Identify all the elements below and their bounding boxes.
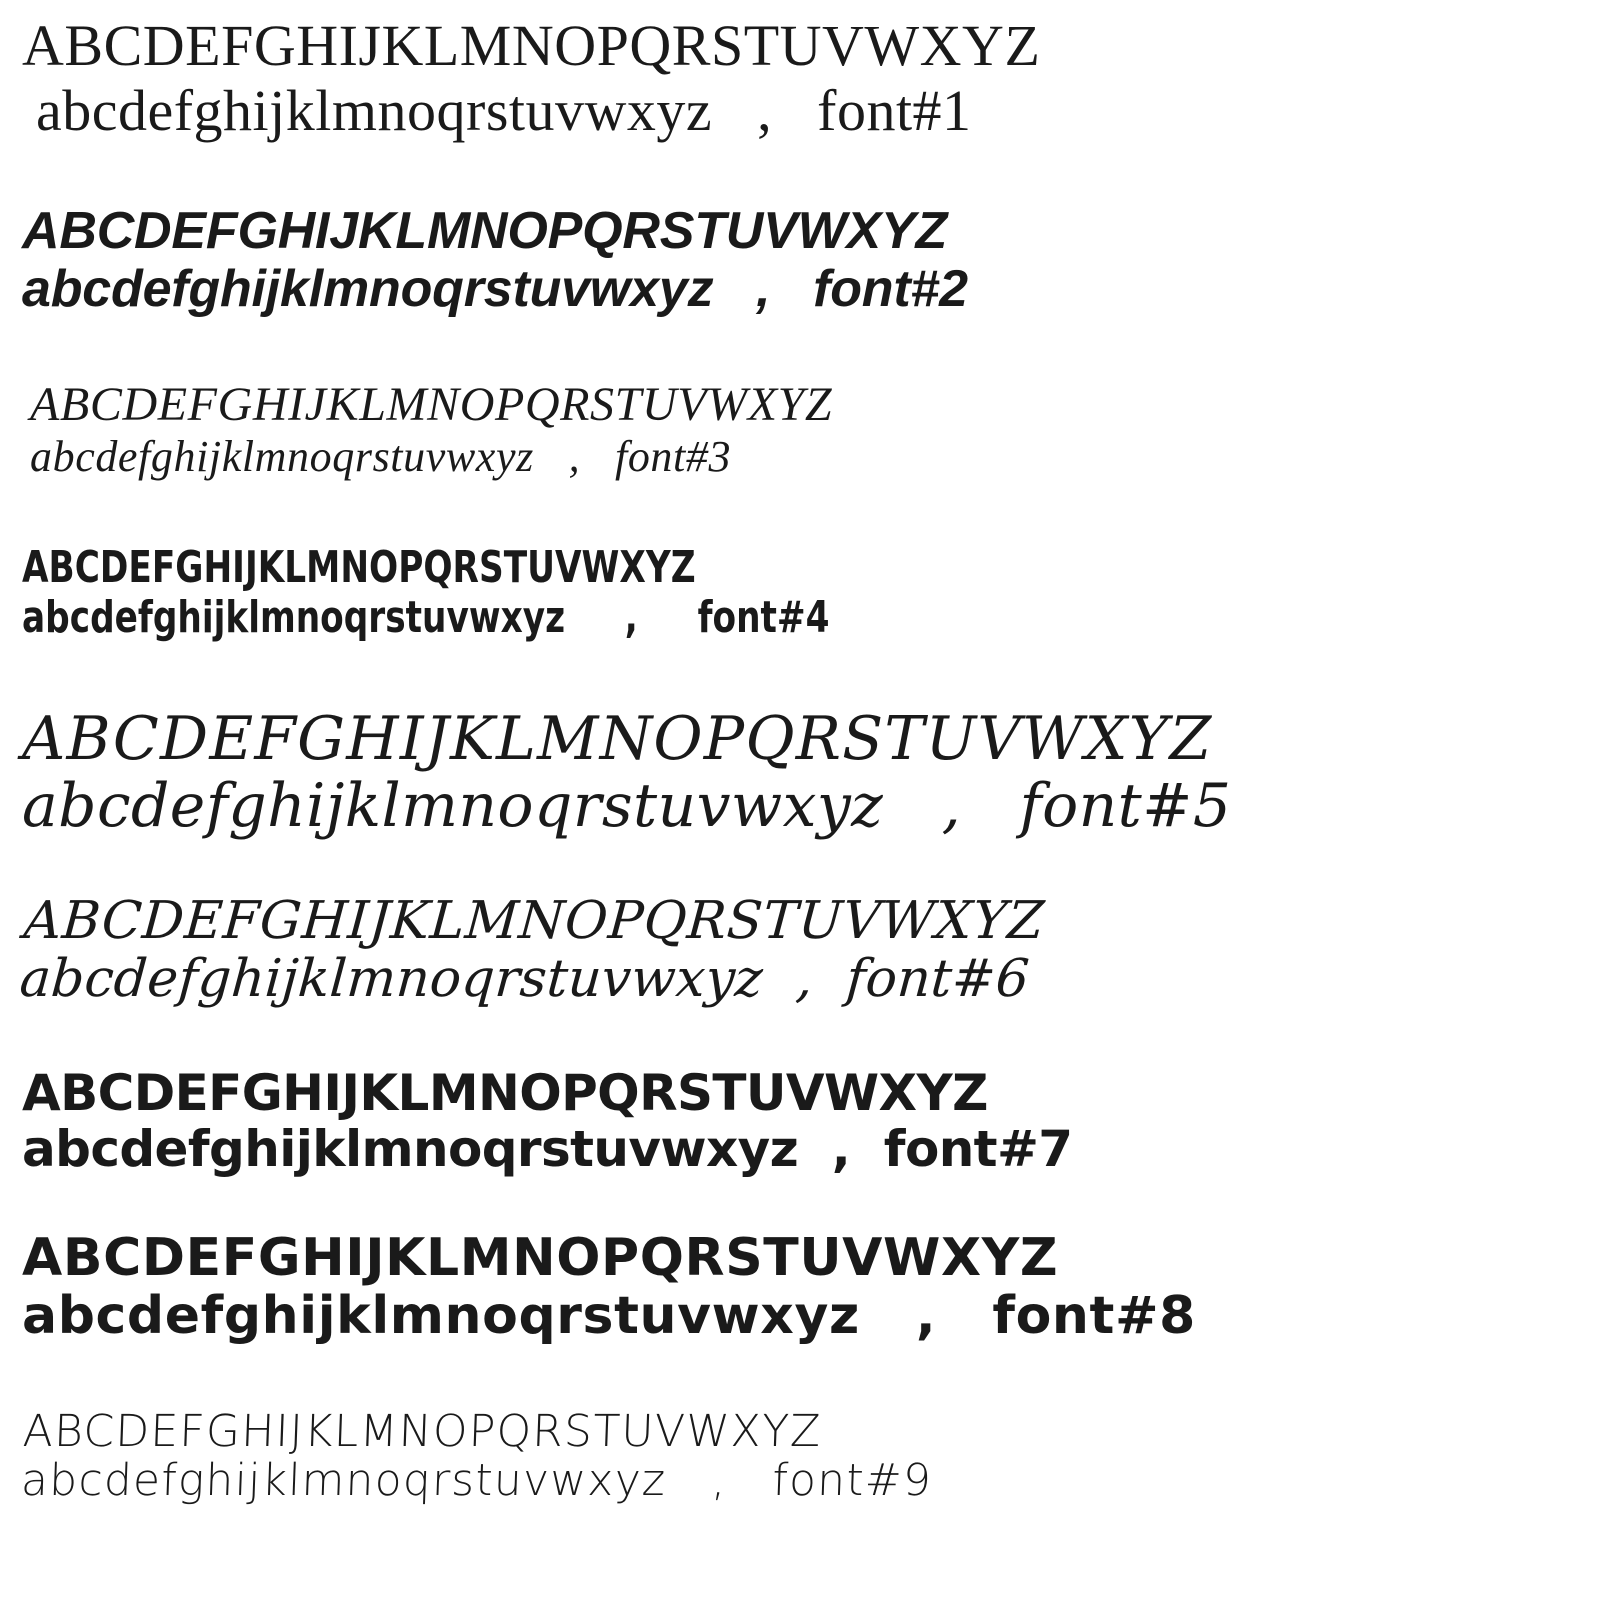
uppercase-alphabet-line: ABCDEFGHIJKLMNOPQRSTUVWXYZ: [22, 542, 696, 594]
lowercase-alphabet-line: abcdefghijklmnoqrstuvwxyz , font#6: [17, 949, 1032, 1010]
lowercase-alphabet-line: abcdefghijklmnoqrstuvwxyz , font#2: [22, 260, 968, 319]
font-specimen-2: [22, 202, 1570, 318]
font-specimen-7: [22, 1065, 1570, 1177]
font-specimen-1: [22, 14, 1570, 144]
uppercase-alphabet-line: ABCDEFGHIJKLMNOPQRSTUVWXYZ: [22, 1063, 988, 1122]
lowercase-alphabet-line: abcdefghijklmnoqrstuvwxyz , font#8: [22, 1286, 1196, 1346]
lowercase-alphabet-line: abcdefghijklmnoqrstuvwxyz , font#4: [22, 591, 830, 643]
uppercase-alphabet-line: ABCDEFGHIJKLMNOPQRSTUVWXYZ: [22, 201, 948, 260]
font-specimen-4: [22, 543, 1229, 642]
lowercase-alphabet-line: abcdefghijklmnoqrstuvwxyz , font#5: [22, 771, 1232, 842]
uppercase-alphabet-line: ABCDEFGHIJKLMNOPQRSTUVWXYZ: [30, 378, 833, 432]
font-specimen-3: [22, 378, 1570, 481]
uppercase-alphabet-line: ABCDEFGHIJKLMNOPQRSTUVWXYZ: [21, 891, 1047, 952]
uppercase-alphabet-line: ABCDEFGHIJKLMNOPQRSTUVWXYZ: [22, 13, 1041, 78]
lowercase-alphabet-line: abcdefghijklmnoqrstuvwxyz , font#9: [20, 1455, 933, 1507]
lowercase-alphabet-line: abcdefghijklmnoqrstuvwxyz , font#1: [36, 77, 972, 143]
font-specimen-6: [18, 892, 1574, 1008]
font-specimen-9: [20, 1407, 1571, 1506]
font-specimen-8: [22, 1229, 1570, 1345]
uppercase-alphabet-line: ABCDEFGHIJKLMNOPQRSTUVWXYZ: [22, 1227, 1059, 1288]
uppercase-alphabet-line: ABCDEFGHIJKLMNOPQRSTUVWXYZ: [21, 1406, 823, 1458]
font-specimen-5: [22, 703, 1570, 842]
lowercase-alphabet-line: abcdefghijklmnoqrstuvwxyz , font#3: [30, 432, 732, 482]
lowercase-alphabet-line: abcdefghijklmnoqrstuvwxyz , font#7: [22, 1119, 1073, 1178]
uppercase-alphabet-line: ABCDEFGHIJKLMNOPQRSTUVWXYZ: [22, 703, 1213, 774]
